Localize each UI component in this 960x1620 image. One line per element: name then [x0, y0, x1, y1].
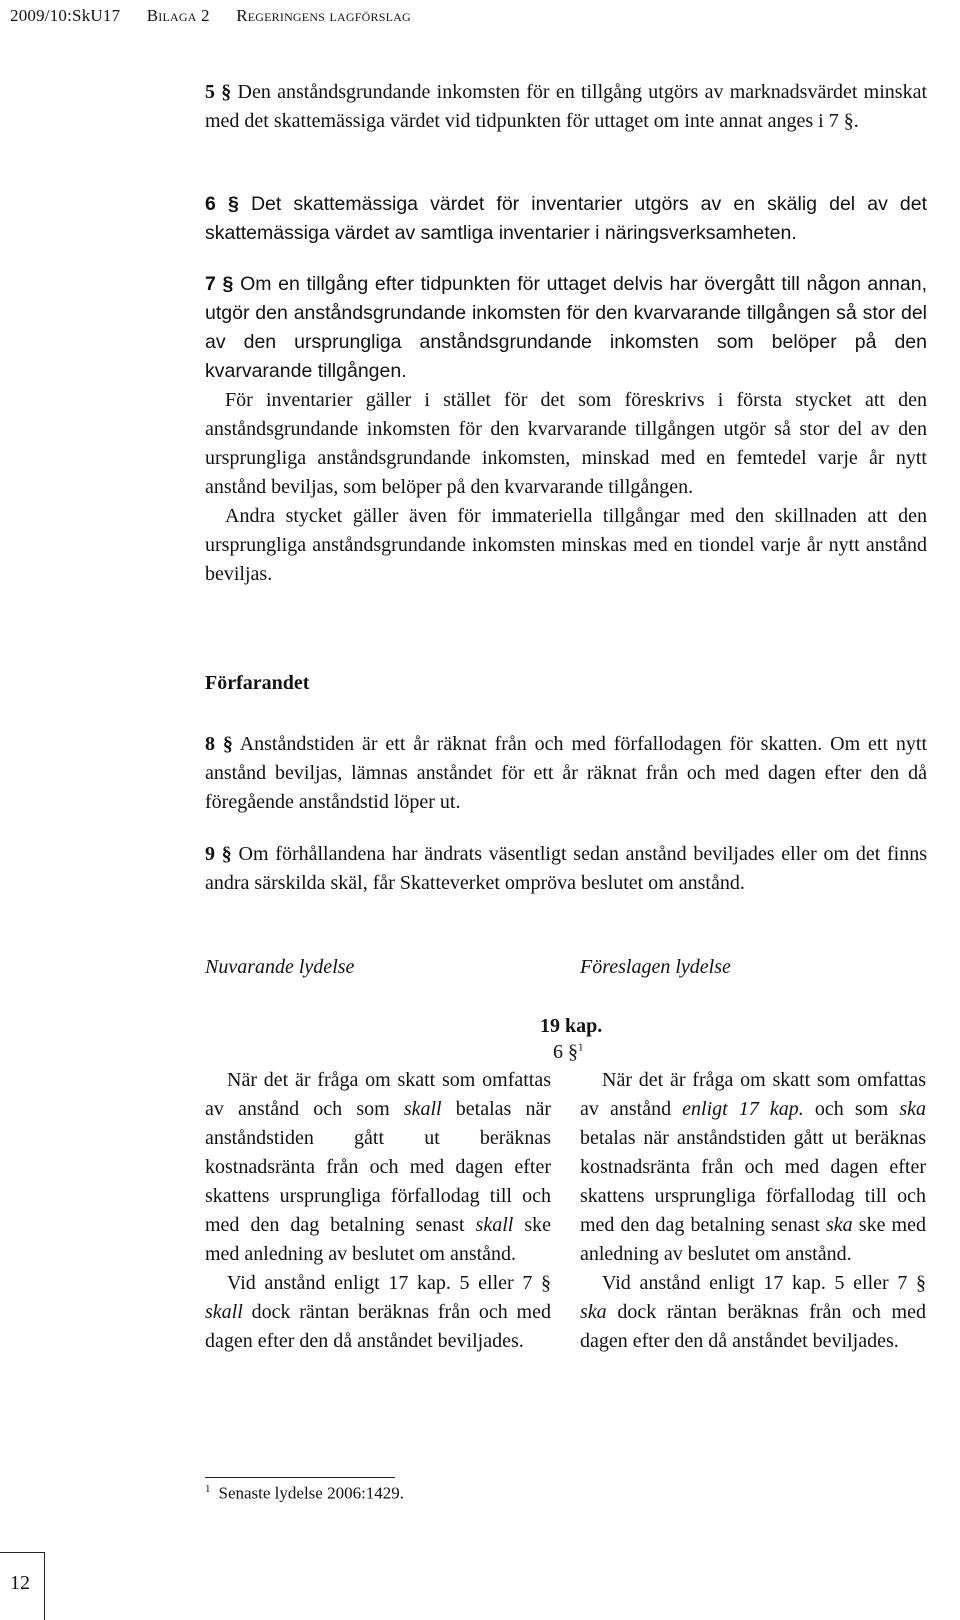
text-run: betalas när anståndstiden gått ut beräknas kostnadsränta från och med dagen efter skattens ursprungliga förfallodag till och med den dag betalning senast [580, 1127, 926, 1236]
text-run: ske med anledning av beslutet om anstånd. [205, 1214, 551, 1265]
text-run: dock räntan beräknas från och med dagen efter den då anståndet beviljades. [205, 1301, 551, 1352]
footnote-divider [205, 1477, 395, 1478]
footnote [205, 1483, 404, 1504]
text-run: Vid anstånd enligt 17 kap. 5 eller 7 § [602, 1272, 926, 1294]
current-wording-column [205, 1066, 551, 1356]
section-number: 6 [205, 193, 216, 215]
text-run: Vid anstånd enligt 17 kap. 5 eller 7 § [227, 1272, 551, 1294]
section-5-text [205, 78, 927, 136]
current-wording-heading: Nuvarande lydelse [205, 956, 355, 978]
section-7-p3: Andra stycket gäller även för immateriella tillgångar med den skillnaden att den ursprungliga anståndsgrundande inkomsten minskas med en tiondel varje år nytt anstånd beviljas. [205, 505, 927, 585]
section-sign: § [227, 193, 239, 215]
section-8 [205, 730, 927, 817]
section-heading: Förfarandet [205, 672, 310, 694]
chapter-label: 19 kap. [540, 1015, 603, 1037]
heading-forfarandet [205, 672, 927, 695]
section-sign: § [222, 273, 234, 295]
proposed-wording-heading: Föreslagen lydelse [580, 956, 731, 978]
paragraph-label [553, 1041, 584, 1064]
section-9-text [205, 840, 927, 898]
proposed-wording-column [580, 1066, 926, 1356]
page-number: 12 [10, 1572, 30, 1594]
section-sign: § [222, 733, 233, 755]
section-8-text [205, 730, 927, 817]
section-7-p1 [205, 270, 927, 386]
proposed-p2 [580, 1269, 926, 1356]
section-body: Anståndstiden är ett år räknat från och med förfallodagen för skatten. Om ett nytt anstånd beviljas, lämnas anståndet för ett år räknat från och med dagen efter den då föregående anståndstid löper ut. [205, 733, 928, 813]
section-sign: § [221, 81, 232, 103]
page-number-rule [0, 1552, 44, 1553]
text-run: När det är fråga om skatt som omfattas av anstånd [580, 1069, 926, 1120]
page-number-rule-vertical [44, 1552, 45, 1620]
italic-run: ska [899, 1098, 926, 1120]
text-run: betalas när anståndstiden gått ut beräknas kostnadsränta från och med dagen efter skattens ursprungliga förfallodag till och med den dag betalning senast [205, 1098, 551, 1236]
footnote-ref: 1 [578, 1041, 584, 1054]
proposed-p1 [580, 1066, 926, 1269]
section-number: 5 [205, 81, 215, 103]
page-header [10, 6, 433, 26]
section-body: Om en tillgång efter tidpunkten för uttaget delvis har övergått till någon annan, utgör den anståndsgrundande inkomsten för den kvarvarande tillgången så stor del av den ursprungliga anståndsgrundande inkomsten som belöper på den kvarvarande tillgången. [205, 273, 928, 382]
text-run: ske med anledning av beslutet om anstånd. [580, 1214, 926, 1265]
section-sign: § [221, 843, 232, 865]
current-p1 [205, 1066, 551, 1269]
section-number: 9 [205, 843, 215, 865]
footnote-mark: 1 [205, 1483, 211, 1495]
text-run: När det är fråga om skatt som omfattas av anstånd och som [205, 1069, 551, 1120]
text-run: dock räntan beräknas från och med dagen efter den då anståndet beviljades. [580, 1301, 926, 1352]
section-label: Regeringens lagförslag [236, 6, 411, 25]
italic-run: skall [205, 1301, 243, 1323]
text-run: och som [803, 1098, 900, 1120]
italic-run: skall [403, 1098, 442, 1120]
italic-run: skall [475, 1214, 514, 1236]
section-6-text [205, 190, 927, 248]
section-7 [205, 270, 927, 589]
section-body: Den anståndsgrundande inkomsten för en tillgång utgörs av marknadsvärdet minskat med det skattemässiga värdet vid tidpunkten för uttaget om inte annat anges i 7 §. [205, 81, 928, 132]
current-p2 [205, 1269, 551, 1356]
section-7-p2: För inventarier gäller i stället för det som föreskrivs i första stycket att den anståndsgrundande inkomsten för den kvarvarande tillgången utgör så stor del av den ursprungliga anståndsgrundande inkomsten, minskad med en femtedel varje år nytt anstånd beviljas, som belöper på den kvarvarande tillgången. [205, 389, 927, 498]
bilaga-label: Bilaga 2 [146, 6, 210, 25]
footnote-text: Senaste lydelse 2006:1429. [218, 1483, 405, 1503]
section-number: 8 [205, 733, 215, 755]
italic-run: enligt 17 kap. [682, 1098, 804, 1120]
italic-run: ska [580, 1301, 607, 1323]
section-body: Om förhållandena har ändrats väsentligt sedan anstånd beviljades eller om det finns andra särskilda skäl, får Skatteverket ompröva beslutet om anstånd. [205, 843, 928, 894]
section-6 [205, 190, 927, 248]
italic-run: ska [826, 1214, 853, 1236]
section-9 [205, 840, 927, 898]
section-body: Det skattemässiga värdet för inventarier utgörs av en skälig del av det skattemässiga värdet av samtliga inventarier i näringsverksamheten. [205, 193, 928, 244]
doc-id: 2009/10:SkU17 [10, 6, 121, 25]
section-5 [205, 78, 927, 136]
paragraph-text: 6 § [553, 1041, 578, 1063]
section-number: 7 [205, 273, 216, 295]
